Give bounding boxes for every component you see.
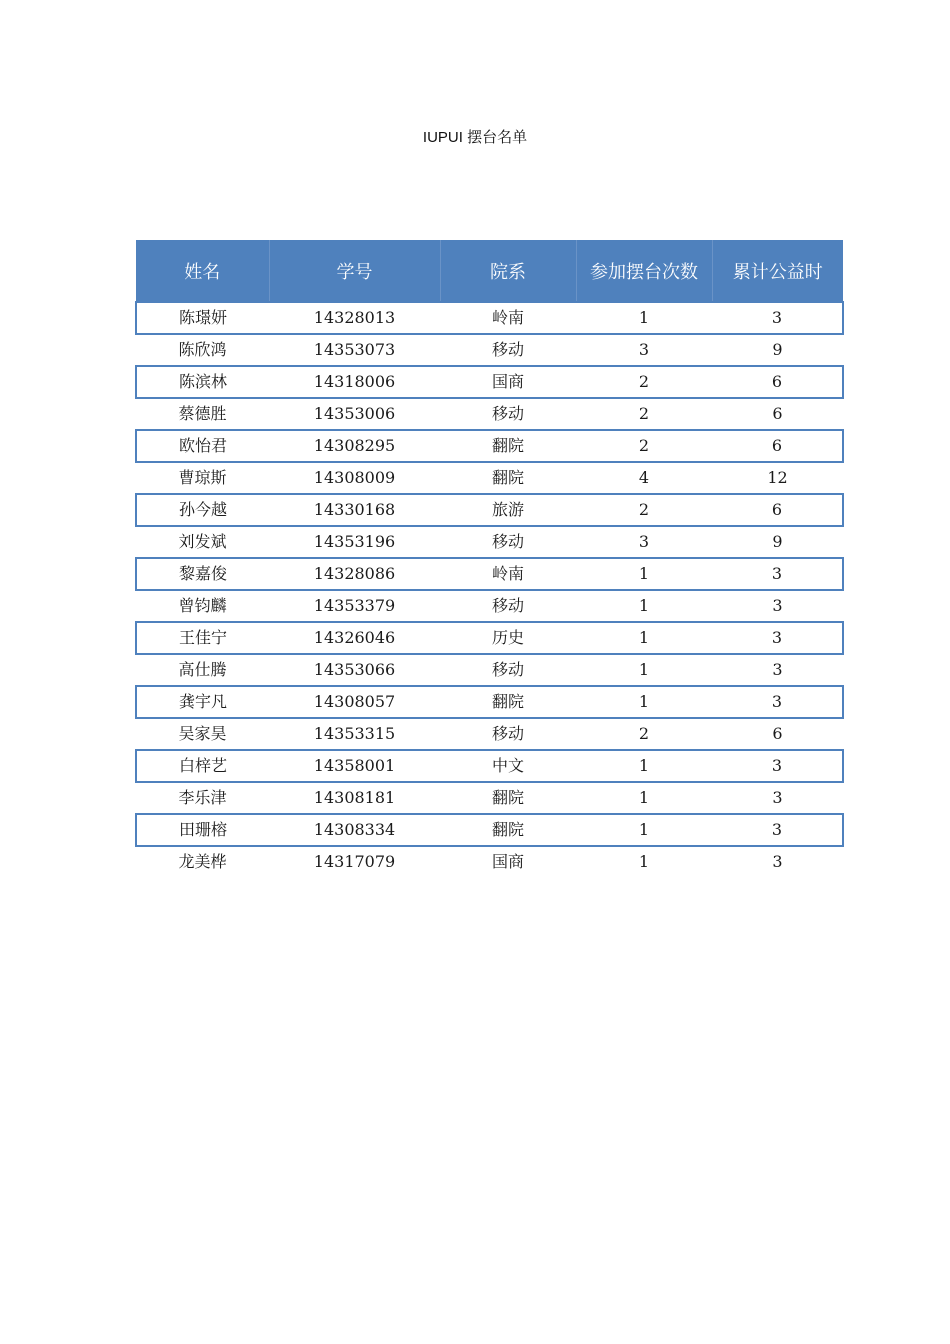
cell-department: 翻院 bbox=[491, 468, 524, 487]
cell-name: 田珊榕 bbox=[136, 814, 269, 846]
cell-volunteer-hours: 3 bbox=[772, 852, 783, 871]
cell-volunteer-hours: 3 bbox=[712, 558, 843, 590]
table-row bbox=[136, 814, 843, 846]
cell-department: 历史 bbox=[440, 622, 576, 654]
header-booth-count: 参加摆台次数 bbox=[576, 240, 712, 302]
cell-volunteer-hours: 12 bbox=[767, 468, 788, 487]
header-row bbox=[136, 240, 843, 302]
cell-name: 蔡德胜 bbox=[178, 404, 227, 423]
cell-volunteer-hours: 6 bbox=[772, 404, 783, 423]
cell-name: 王佳宁 bbox=[136, 622, 269, 654]
cell-booth-count: 1 bbox=[576, 750, 712, 782]
cell-booth-count: 2 bbox=[576, 430, 712, 462]
cell-volunteer-hours: 3 bbox=[712, 814, 843, 846]
cell-volunteer-hours: 3 bbox=[772, 596, 783, 615]
cell-booth-count: 1 bbox=[576, 302, 712, 334]
cell-student-id: 14353379 bbox=[313, 596, 396, 615]
cell-department: 移动 bbox=[491, 340, 524, 359]
cell-booth-count: 2 bbox=[638, 724, 650, 743]
roster-table-container bbox=[135, 240, 842, 877]
header-student-id: 学号 bbox=[269, 240, 440, 302]
table-row bbox=[136, 558, 843, 590]
table-row bbox=[136, 846, 843, 877]
cell-volunteer-hours: 3 bbox=[712, 686, 843, 718]
cell-student-id: 14330168 bbox=[269, 494, 440, 526]
table-row bbox=[136, 430, 843, 462]
roster-table bbox=[135, 240, 844, 877]
table-body bbox=[136, 302, 843, 877]
table-row bbox=[136, 366, 843, 398]
cell-name: 龚宇凡 bbox=[136, 686, 269, 718]
cell-department: 中文 bbox=[440, 750, 576, 782]
document-title: IUPUI 摆台名单 bbox=[422, 129, 528, 146]
table-header bbox=[136, 240, 843, 302]
cell-volunteer-hours: 9 bbox=[772, 532, 783, 551]
cell-booth-count: 1 bbox=[576, 558, 712, 590]
cell-volunteer-hours: 6 bbox=[712, 430, 843, 462]
cell-department: 翻院 bbox=[440, 686, 576, 718]
cell-name: 龙美桦 bbox=[178, 852, 227, 871]
header-name: 姓名 bbox=[136, 240, 269, 302]
cell-department: 国商 bbox=[491, 852, 524, 871]
cell-name: 刘发斌 bbox=[178, 532, 227, 551]
cell-volunteer-hours: 3 bbox=[772, 788, 783, 807]
cell-student-id: 14326046 bbox=[269, 622, 440, 654]
cell-department: 移动 bbox=[491, 532, 524, 551]
cell-volunteer-hours: 6 bbox=[772, 724, 783, 743]
table-row bbox=[136, 782, 843, 814]
cell-student-id: 14353196 bbox=[313, 532, 396, 551]
cell-department: 旅游 bbox=[440, 494, 576, 526]
cell-name: 陈滨林 bbox=[136, 366, 269, 398]
header-department: 院系 bbox=[440, 240, 576, 302]
cell-department: 国商 bbox=[440, 366, 576, 398]
table-row bbox=[136, 590, 843, 622]
cell-volunteer-hours: 6 bbox=[712, 494, 843, 526]
table-row bbox=[136, 622, 843, 654]
cell-student-id: 14308181 bbox=[313, 788, 396, 807]
cell-name: 曾钧麟 bbox=[178, 596, 227, 615]
cell-name: 孙今越 bbox=[136, 494, 269, 526]
table-row bbox=[136, 526, 843, 558]
cell-name: 白梓艺 bbox=[136, 750, 269, 782]
table-row bbox=[136, 686, 843, 718]
cell-student-id: 14318006 bbox=[269, 366, 440, 398]
cell-name: 黎嘉俊 bbox=[136, 558, 269, 590]
cell-volunteer-hours: 3 bbox=[772, 660, 783, 679]
cell-student-id: 14358001 bbox=[269, 750, 440, 782]
cell-department: 移动 bbox=[491, 660, 524, 679]
cell-department: 移动 bbox=[491, 404, 524, 423]
table-row bbox=[136, 398, 843, 430]
cell-department: 翻院 bbox=[440, 814, 576, 846]
cell-student-id: 14353073 bbox=[313, 340, 396, 359]
table-row bbox=[136, 750, 843, 782]
cell-name: 陈璟妍 bbox=[136, 302, 269, 334]
cell-department: 移动 bbox=[491, 596, 524, 615]
cell-booth-count: 1 bbox=[638, 852, 650, 871]
cell-student-id: 14328013 bbox=[269, 302, 440, 334]
cell-name: 欧怡君 bbox=[136, 430, 269, 462]
cell-department: 岭南 bbox=[440, 302, 576, 334]
cell-booth-count: 4 bbox=[638, 468, 650, 487]
cell-student-id: 14353315 bbox=[313, 724, 396, 743]
cell-name: 陈欣鸿 bbox=[178, 340, 227, 359]
cell-volunteer-hours: 3 bbox=[712, 750, 843, 782]
cell-student-id: 14308295 bbox=[269, 430, 440, 462]
table-row bbox=[136, 302, 843, 334]
cell-booth-count: 2 bbox=[576, 494, 712, 526]
cell-department: 翻院 bbox=[491, 788, 524, 807]
cell-booth-count: 2 bbox=[638, 404, 650, 423]
cell-department: 移动 bbox=[491, 724, 524, 743]
cell-name: 吴家昊 bbox=[178, 724, 227, 743]
cell-department: 翻院 bbox=[440, 430, 576, 462]
cell-volunteer-hours: 9 bbox=[772, 340, 783, 359]
header-volunteer-hours: 累计公益时 bbox=[712, 240, 843, 302]
cell-booth-count: 1 bbox=[576, 686, 712, 718]
cell-name: 李乐津 bbox=[178, 788, 227, 807]
cell-booth-count: 2 bbox=[576, 366, 712, 398]
cell-booth-count: 1 bbox=[638, 788, 650, 807]
table-row bbox=[136, 334, 843, 366]
table-row bbox=[136, 654, 843, 686]
cell-booth-count: 1 bbox=[576, 622, 712, 654]
cell-booth-count: 1 bbox=[638, 660, 650, 679]
cell-student-id: 14353006 bbox=[313, 404, 396, 423]
table-row bbox=[136, 462, 843, 494]
cell-volunteer-hours: 6 bbox=[712, 366, 843, 398]
cell-name: 高仕腾 bbox=[178, 660, 227, 679]
table-row bbox=[136, 494, 843, 526]
cell-volunteer-hours: 3 bbox=[712, 622, 843, 654]
cell-booth-count: 3 bbox=[638, 532, 650, 551]
cell-booth-count: 1 bbox=[638, 596, 650, 615]
cell-student-id: 14353066 bbox=[313, 660, 396, 679]
cell-student-id: 14308057 bbox=[269, 686, 440, 718]
cell-student-id: 14317079 bbox=[313, 852, 396, 871]
cell-volunteer-hours: 3 bbox=[712, 302, 843, 334]
cell-name: 曹琼斯 bbox=[178, 468, 227, 487]
cell-booth-count: 3 bbox=[638, 340, 650, 359]
cell-student-id: 14308334 bbox=[269, 814, 440, 846]
cell-student-id: 14328086 bbox=[269, 558, 440, 590]
cell-student-id: 14308009 bbox=[313, 468, 396, 487]
table-row bbox=[136, 718, 843, 750]
cell-booth-count: 1 bbox=[576, 814, 712, 846]
cell-department: 岭南 bbox=[440, 558, 576, 590]
